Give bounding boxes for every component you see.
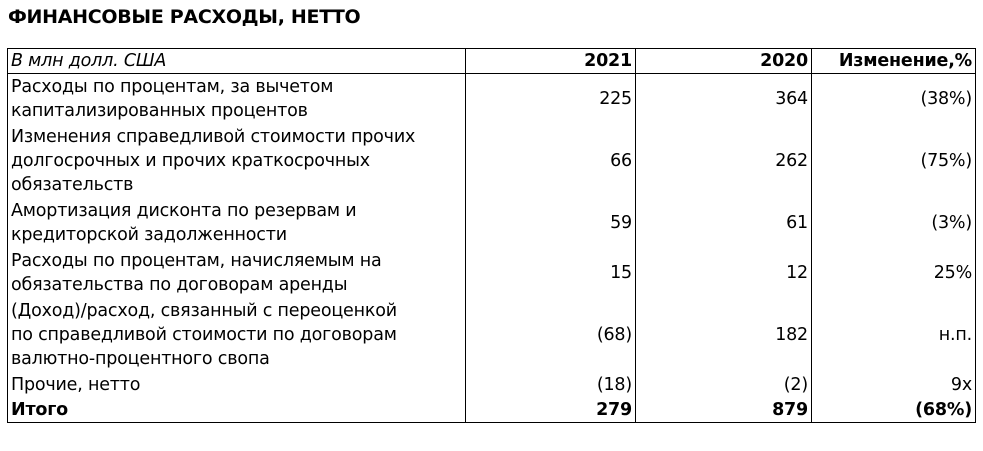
value-2020: 182 (636, 298, 812, 372)
total-label: Итого (8, 398, 466, 423)
row-label-line: по справедливой стоимости по договорам (11, 325, 397, 345)
value-2021: (68) (466, 298, 636, 372)
row-label (8, 298, 466, 372)
value-2020: 364 (636, 74, 812, 125)
total-2020: 879 (636, 398, 812, 423)
value-2021: (18) (466, 372, 636, 398)
column-header-2020: 2020 (636, 49, 812, 74)
value-2021: 59 (466, 198, 636, 248)
value-change: 25% (812, 248, 976, 298)
row-label-line: обязательства по договорам аренды (11, 275, 348, 295)
value-2020: (2) (636, 372, 812, 398)
total-row (8, 398, 976, 423)
value-change: (38%) (812, 74, 976, 125)
row-label-line: кредиторской задолженности (11, 225, 287, 245)
table-row (8, 372, 976, 398)
value-2021: 225 (466, 74, 636, 125)
column-header-2021: 2021 (466, 49, 636, 74)
table-row (8, 74, 976, 125)
row-label (8, 124, 466, 198)
value-2021: 66 (466, 124, 636, 198)
units-label: В млн долл. США (8, 49, 466, 74)
table-row (8, 248, 976, 298)
section-title: ФИНАНСОВЫЕ РАСХОДЫ, НЕТТО (8, 6, 361, 28)
row-label (8, 248, 466, 298)
value-change: 9x (812, 372, 976, 398)
row-label-line: обязательств (11, 175, 134, 195)
table-row (8, 198, 976, 248)
row-label (8, 74, 466, 125)
column-header-change: Изменение,% (812, 49, 976, 74)
value-2021: 15 (466, 248, 636, 298)
row-label-line: валютно-процентного свопа (11, 349, 270, 369)
value-change: (3%) (812, 198, 976, 248)
row-label-line: Амортизация дисконта по резервам и (11, 201, 357, 221)
finance-expenses-table (7, 48, 976, 423)
table-row (8, 298, 976, 372)
table-header-row (8, 49, 976, 74)
row-label-line: Расходы по процентам, начисляемым на (11, 251, 382, 271)
row-label (8, 372, 466, 398)
row-label-line: Прочие, нетто (11, 375, 141, 395)
row-label (8, 198, 466, 248)
value-change: (75%) (812, 124, 976, 198)
total-2021: 279 (466, 398, 636, 423)
value-2020: 12 (636, 248, 812, 298)
row-label-line: капитализированных процентов (11, 101, 308, 121)
table-row (8, 124, 976, 198)
value-change: н.п. (812, 298, 976, 372)
row-label-line: долгосрочных и прочих краткосрочных (11, 151, 370, 171)
row-label-line: (Доход)/расход, связанный с переоценкой (11, 301, 397, 321)
row-label-line: Изменения справедливой стоимости прочих (11, 127, 416, 147)
row-label-line: Расходы по процентам, за вычетом (11, 77, 334, 97)
value-2020: 61 (636, 198, 812, 248)
value-2020: 262 (636, 124, 812, 198)
total-change: (68%) (812, 398, 976, 423)
